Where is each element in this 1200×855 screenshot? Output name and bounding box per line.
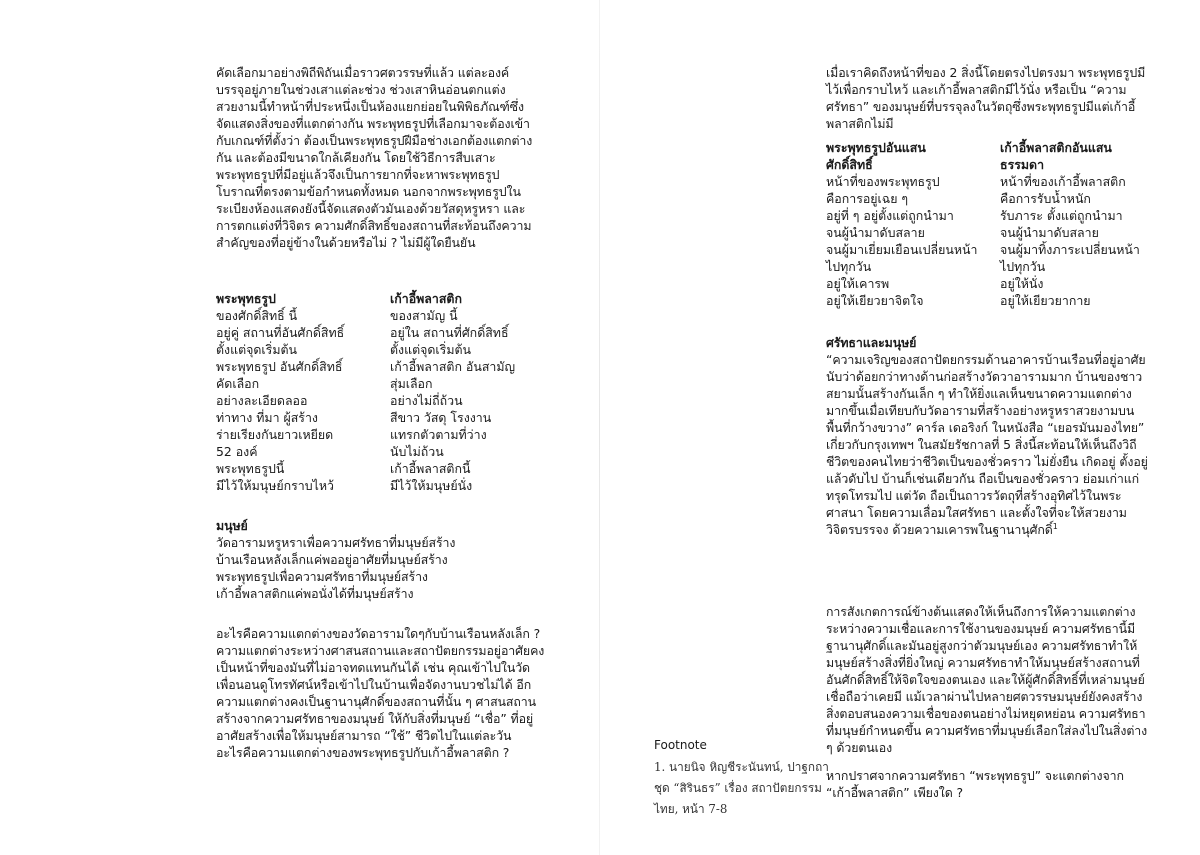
quote-paragraph — [826, 351, 1151, 538]
chair-row: สุ่มเลือก — [390, 376, 433, 391]
ordinary-chair-row: หน้าที่ของเก้าอี้พลาสติก — [1000, 174, 1126, 189]
human-line: พระพุทธรูปเพื่อความศรัทธาที่มนุษย์สร้าง — [216, 569, 428, 584]
footnote-text: 1. นายนิจ หิญชีระนันทน์, ปาฐกถา ชุด “สิรินธร” เรื่อง สถาปัตยกรรมไทย, หน้า 7-8 — [654, 760, 829, 816]
closing-question-section — [826, 767, 1151, 801]
intro-paragraph-left — [216, 64, 536, 251]
ordinary-chair-row: จนผู้มาทิ้งภาระเปลี่ยนหน้า — [1000, 242, 1140, 257]
buddha-row: 52 องค์ — [216, 444, 258, 459]
question-temple-vs-house: อะไรคือความแตกต่างของวัดอารามใดๆกับบ้านเรือนหลังเล็ก ? — [216, 626, 541, 641]
human-line: บ้านเรือนหลังเล็กแค่พออยู่อาศัยที่มนุษย์สร้าง — [216, 552, 448, 567]
intro-paragraph-right-text: เมื่อเราคิดถึงหน้าที่ของ 2 สิ่งนี้โดยตรงไปตรงมา พระพุทธรูปมีไว้เพื่อกราบไหว้ และเก้าอี้พลาสติกมีไว้นั่ง หรือเป็น “ความศรัทธา” ของมนุษย์ที่บรรจุลงในวัตถุซึ่งพระพุทธรูปมีแต่เก้าอี้พลาสติกไม่มี — [826, 65, 1146, 131]
buddha-row: อย่างละเอียดลออ — [216, 393, 308, 408]
sacred-buddha-row: จนผู้นำมาดับสลาย — [826, 225, 925, 240]
chair-row: อยู่ใน สถานที่ศักดิ์สิทธิ์ — [390, 325, 509, 340]
chair-row: ของสามัญ นี้ — [390, 308, 458, 323]
footnote-marker: 1 — [1052, 521, 1058, 531]
sacred-buddha-row: อยู่ให้เคารพ — [826, 276, 890, 291]
ordinary-heading-line-1: เก้าอี้พลาสติกอันแสน — [1000, 140, 1112, 155]
human-line: เก้าอี้พลาสติกแค่พอนั่งได้ที่มนุษย์สร้าง — [216, 586, 414, 601]
closing-question: หากปราศจากความศรัทธา “พระพุทธรูป” จะแตกต่างจาก “เก้าอี้พลาสติก” เพียงใด ? — [826, 768, 1124, 800]
sacred-buddha-row: อยู่ที่ ๆ อยู่ตั้งแต่ถูกนำมา — [826, 208, 954, 223]
ordinary-chair-row: คือการรับน้ำหนัก — [1000, 191, 1091, 206]
ordinary-heading-line-2: ธรรมดา — [1000, 157, 1045, 172]
buddha-row: ของศักดิ์สิทธิ์ นี้ — [216, 308, 298, 323]
sacred-buddha-row: หน้าที่ของพระพุทธรูป — [826, 174, 940, 189]
human-section — [216, 517, 546, 602]
chair-row: แทรกตัวตามที่ว่าง — [390, 427, 487, 442]
human-heading: มนุษย์ — [216, 518, 248, 533]
chair-row: เก้าอี้พลาสติก อันสามัญ — [390, 359, 516, 374]
intro-paragraph-left-text: คัดเลือกมาอย่างพิถีพิถันเมื่อราวศตวรรษที่แล้ว แต่ละองค์บรรจุอยู่ภายในช่วงเสาแต่ละช่วง ช่วงเสาหินอ่อนตกแต่งสวยงามนี้ทำหน้าที่ประหนึ่งเป็นห้องแยกย่อยในพิพิธภัณฑ์ซึ่งจัดแสดงสิ่งของที่แตกต่างกัน พระพุทธรูปที่เลือกมาจะต้องเข้ากับเกณฑ์ที่ตั้งว่า ต้องเป็นพระพุทธรูปฝีมือช่างเอกต้องแตกต่างกัน และต้องมีขนาดใกล้เคียงกัน โดยใช้วิธีการสืบเสาะพระพุทธรูปที่มีอยู่แล้วจึงเป็นการยากที่จะหาพระพุทธรูปโบราณที่ตรงตามข้อกำหนดทั้งหมด นอกจากพระพุทธรูปในระเบียงห้องแสดงยังนี้จัดแสดงตัวมันเองด้วยวัสดุหรูหรา และการตกแต่งที่วิจิตร ความศักดิ์สิทธิ์ของสถานที่สะท้อนถึงความสำคัญของที่อยู่ข้างในด้วยหรือไม่ ? ไม่มีผู้ใดยืนยัน — [216, 65, 533, 250]
chair-row: นับไม่ถ้วน — [390, 444, 444, 459]
buddha-row: พระพุทธรูป อันศักดิ์สิทธิ์ — [216, 359, 343, 374]
sacred-buddha-row: จนผู้มาเยี่ยมเยือนเปลี่ยนหน้า — [826, 242, 978, 257]
sacred-buddha-row: อยู่ให้เยียวยาจิตใจ — [826, 293, 924, 308]
quote-paragraph-text: “ความเจริญของสถาปัตยกรรมด้านอาคารบ้านเรือนที่อยู่อาศัยนับว่าด้อยกว่าทางด้านก่อสร้างวัดวาอารามมาก บ้านของชาวสยามนั้นสร้างกันเล็ก ๆ ทำให้ยิ่งแลเห็นขนาดความแตกต่างมากขึ้นเมื่อเทียบกับวัดอารามที่สร้างอย่างหรูหราสวยงามบนพื้นที่กว้างขวาง” คาร์ล เดอริงก์ ในหนังสือ “เยอรมันมองไทย” เกี่ยวกับกรุงเทพฯ ในสมัยรัชกาลที่ 5 สิ่งนี้สะท้อนให้เห็นถึงวิถีชีวิตของคนไทยว่าชีวิตเป็นของชั่วคราว ไม่ยั่งยืน เกิดอยู่ ตั้งอยู่ แล้วดับไป บ้านก็เช่นเดียวกัน ถือเป็นของชั่วคราว ย่อมเก่าแก่ทรุดโทรมไป แต่วัด ถือเป็นถาวรวัตถุที่สร้างอุทิศไว้ในพระศาสนา โดยความเลื่อมใสศรัทธา และตั้งใจที่จะให้สวยงามวิจิตรบรรจง ด้วยความเคารพในฐานานุศักดิ์ — [826, 352, 1148, 537]
sacred-buddha-column — [826, 139, 1000, 309]
faith-section — [826, 334, 1151, 538]
answer-paragraph: ความแตกต่างระหว่างศาสนสถานและสถาปัตยกรรมอยู่อาศัยคงเป็นหน้าที่ของมันที่ไม่อาจทดแทนกันได้ เช่น คุณเข้าไปในวัดเพื่อนอนดูโทรทัศน์หรือเข้าไปในบ้านเพื่อจัดงานบวชไม่ได้ อีกความแตกต่างคงเป็นฐานานุศักดิ์ของสถานที่นั้น ๆ ศาสนสถานสร้างจากความศรัทธาของมนุษย์ ให้กับสิ่งที่มนุษย์ “เชื่อ” ที่อยู่อาศัยสร้างเพื่อให้มนุษย์สามารถ “ใช้” ชีวิตไปในแต่ละวัน — [216, 643, 545, 743]
sacred-vs-ordinary-table — [826, 139, 1160, 309]
buddha-vs-chair-table — [216, 290, 550, 494]
question-buddha-vs-chair: อะไรคือความแตกต่างของพระพุทธรูปกับเก้าอี้พลาสติก ? — [216, 745, 510, 760]
observation-paragraph: การสังเกตการณ์ข้างต้นแสดงให้เห็นถึงการให้ความแตกต่างระหว่างความเชื่อและการใช้งานของมนุษย์ ความศรัทธานี้มีฐานานุศักดิ์และมันอยู่สูงกว่าตัวมนุษย์เอง ความศรัทธาทำให้มนุษย์สร้างสิ่งที่ยิ่งใหญ่ ความศรัทธาทำให้มนุษย์สร้างสถานที่อันศักดิ์สิทธิ์ให้จิตใจของตนเอง และให้ผู้ศักดิ์สิทธิ์ที่เหล่ามนุษย์เชื่อถือว่าเคยมี แม้เวลาผ่านไปหลายศตวรรษมนุษย์ยังคงสร้างสิ่งตอบสนองความเชื่อของตนอย่างไม่หยุดหย่อน ความศรัทธาที่มนุษย์กำหนดขึ้น ความศรัทธาที่มนุษย์เลือกใส่ลงไปในสิ่งต่าง ๆ ด้วยตนเอง — [826, 604, 1148, 755]
question-answer-section — [216, 625, 546, 761]
ordinary-chair-row: รับภาระ ตั้งแต่ถูกนำมา — [1000, 208, 1123, 223]
buddha-column — [216, 290, 390, 494]
buddha-column-heading: พระพุทธรูป — [216, 291, 276, 306]
buddha-row: ท่าทาง ที่มา ผู้สร้าง — [216, 410, 318, 425]
ordinary-chair-row: อยู่ให้เยียวยากาย — [1000, 293, 1091, 308]
sacred-heading-line-1: พระพุทธรูปอันแสน — [826, 140, 926, 155]
buddha-row: คัดเลือก — [216, 376, 260, 391]
human-line: วัดอารามหรูหราเพื่อความศรัทธาที่มนุษย์สร้าง — [216, 535, 456, 550]
sacred-buddha-row: ไปทุกวัน — [826, 259, 872, 274]
buddha-row: ร่ายเรียงกันยาวเหยียด — [216, 427, 334, 442]
chair-row: มีไว้ให้มนุษย์นั่ง — [390, 478, 473, 493]
chair-row: ตั้งแต่จุดเริ่มต้น — [390, 342, 472, 357]
chair-column-heading: เก้าอี้พลาสติก — [390, 291, 462, 306]
observation-section — [826, 603, 1151, 756]
buddha-row: ตั้งแต่จุดเริ่มต้น — [216, 342, 298, 357]
footnote-label: Footnote — [654, 738, 707, 752]
intro-paragraph-right — [826, 64, 1146, 132]
sacred-heading-line-2: ศักดิ์สิทธิ์ — [826, 157, 873, 172]
chair-row: สีขาว วัสดุ โรงงาน — [390, 410, 492, 425]
ordinary-chair-row: อยู่ให้นั่ง — [1000, 276, 1044, 291]
chair-row: อย่างไม่ถี่ถ้วน — [390, 393, 463, 408]
buddha-row: มีไว้ให้มนุษย์กราบไหว้ — [216, 478, 334, 493]
faith-heading: ศรัทธาและมนุษย์ — [826, 335, 917, 350]
ordinary-chair-column — [1000, 139, 1160, 309]
buddha-row: พระพุทธรูปนี้ — [216, 461, 285, 476]
ordinary-chair-row: จนผู้นำมาดับสลาย — [1000, 225, 1099, 240]
chair-row: เก้าอี้พลาสติกนี้ — [390, 461, 471, 476]
right-page — [600, 0, 1200, 855]
sacred-buddha-row: คือการอยู่เฉย ๆ — [826, 191, 909, 206]
ordinary-chair-row: ไปทุกวัน — [1000, 259, 1046, 274]
human-lines — [216, 534, 546, 602]
chair-column — [390, 290, 550, 494]
buddha-row: อยู่คู่ สถานที่อันศักดิ์สิทธิ์ — [216, 325, 345, 340]
